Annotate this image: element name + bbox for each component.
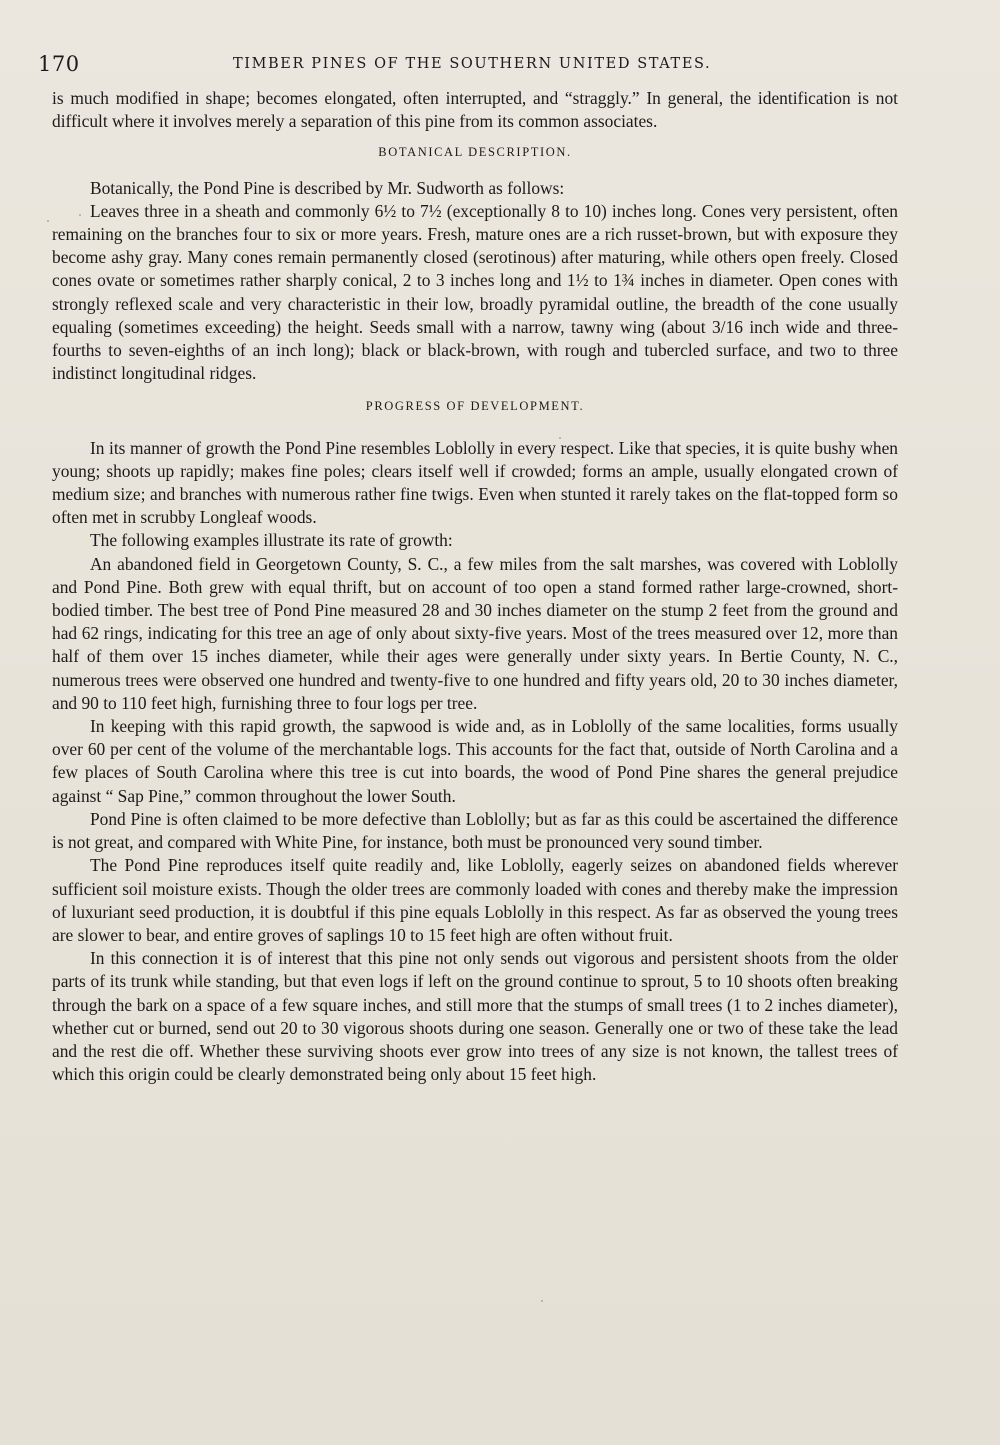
paragraph: Pond Pine is often claimed to be more defective than Loblolly; but as far as this could be ascertained the difference is not great, and compared with White Pine, for instance, both must be pronounced very sound timber.	[52, 808, 898, 853]
paragraph: The following examples illustrate its rate of growth:	[90, 530, 453, 551]
paragraph: In keeping with this rapid growth, the sapwood is wide and, as in Loblolly of the same localities, forms usually over 60 per cent of the volume of the merchantable logs. This accounts for the fact that, outside of North Carolina and a few places of South Carolina where this tree is cut into boards, the wood of Pond Pine shares the general prejudice against “ Sap Pine,” common throughout the lower South.	[52, 716, 898, 806]
section-heading-progress: PROGRESS OF DEVELOPMENT.	[365, 399, 585, 414]
body-text	[52, 87, 898, 1086]
page-number: 170	[38, 52, 80, 76]
paragraph: In its manner of growth the Pond Pine resembles Loblolly in every respect. Like that species, it is quite bushy when young; shoots up rapidly; makes fine poles; clears itself well if crowded; forms an ample, usually elongated crown of medium size; and branches with numerous rather fine twigs. Even when stunted it rarely takes on the flat-topped form so often met in scrubby Longleaf woods.	[52, 437, 898, 528]
paragraph: An abandoned field in Georgetown County, S. C., a few miles from the salt marshes, was covered with Loblolly and Pond Pine. Both grew with equal thrift, but on account of too open a stand formed rather large-crowned, short-bodied timber. The best tree of Pond Pine measured 28 and 30 inches diameter on the stump 2 feet from the ground and had 62 rings, indicating for this tree an age of only about sixty-five years. Most of the trees measured over 12, more than half of them over 15 inches diameter, while their ages were generally under sixty years. In Bertie County, N. C., numerous trees were observed one hundred and twenty-five to one hundred and fifty years old, 20 to 30 inches diameter, and 90 to 110 feet high, furnishing three to four logs per tree.	[52, 553, 898, 713]
paragraph-botanical-description: Leaves three in a sheath and commonly 6½ to 7½ (exceptionally 8 to 10) inches long. Cones very persistent, often remaining on the branches four to six or more years. Fresh, mature ones are a rich russet-brown, but with exposure they become ashy gray. Many cones remain permanently closed (serotinous) after maturing, while others open freely. Closed cones ovate or sometimes rather sharply conical, 2 to 3 inches long and 1½ to 1¾ inches in diameter. Open cones with strongly reflexed scale and very characteristic in their low, broadly pyramidal outline, the breadth of the cone usually equaling (sometimes exceeding) the height. Seeds small with a narrow, tawny wing (about 3/16 inch wide and three-fourths to seven-eighths of an inch long); black or black-brown, with rough and tubercled surface, and two to three indistinct longitudinal ridges.	[52, 200, 898, 384]
paragraph: Botanically, the Pond Pine is described by Mr. Sudworth as follows:	[90, 177, 565, 198]
paragraph: In this connection it is of interest that this pine not only sends out vigorous and persistent shoots from the older parts of its trunk while standing, but that even logs if left on the ground continue to sprout, 5 to 10 shoots often breaking through the bark on a space of a few square inches, and still more that the stumps of small trees (1 to 2 inches diameter), whether cut or burned, send out 20 to 30 vigorous shoots during one season. Generally one or two of these take the lead and the rest die off. Whether these surviving shoots ever grow into trees of any size is not known, the tallest trees of which this origin could be clearly demonstrated being only about 15 feet high.	[52, 948, 898, 1085]
running-title: TIMBER PINES OF THE SOUTHERN UNITED STATES.	[233, 56, 712, 72]
page-header	[38, 52, 900, 82]
paragraph: The Pond Pine reproduces itself quite readily and, like Loblolly, eagerly seizes on abandoned fields wherever sufficient soil moisture exists. Though the older trees are commonly loaded with cones and thereby make the impression of luxuriant seed production, it is doubtful if this pine equals Loblolly in this respect. As far as observed the young trees are slower to bear, and entire groves of saplings 10 to 15 feet high are often without fruit.	[52, 855, 898, 945]
paragraph: is much modified in shape; becomes elongated, often interrupted, and “straggly.” In general, the identification is not difficult where it involves merely a separation of this pine from its common associates.	[52, 88, 898, 132]
section-heading-botanical: BOTANICAL DESCRIPTION.	[378, 145, 572, 160]
